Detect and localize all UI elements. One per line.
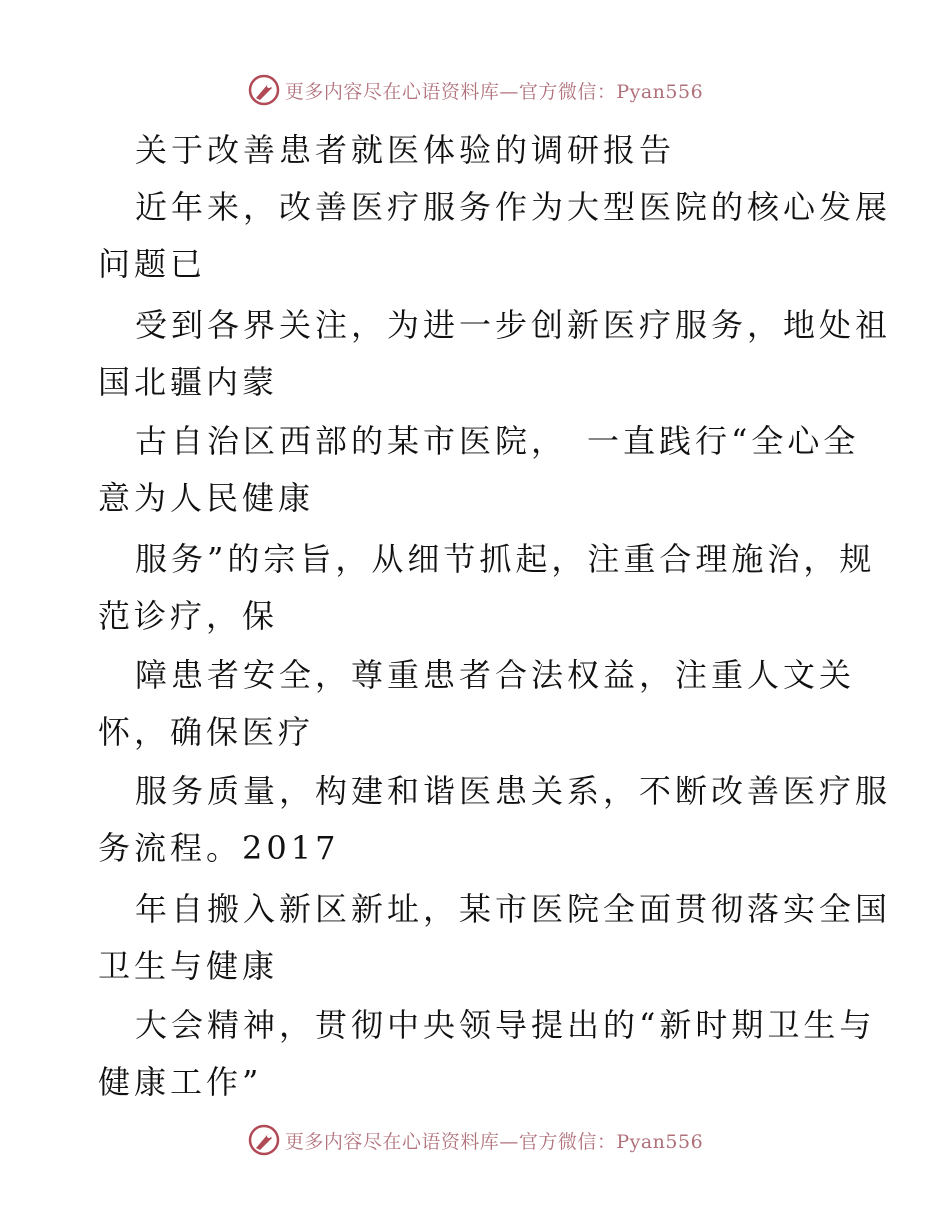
paragraph-line: 服务质量，构建和谐医患关系，不断改善医疗服 [135,772,892,810]
watermark-text: 更多内容尽在心语资料库—官方微信：Pyan556 [284,1130,704,1153]
footer-watermark [0,1120,950,1160]
paragraph-line: 问题已 [98,245,207,283]
header-watermark [0,70,950,110]
paragraph-line: 障患者安全，尊重患者合法权益，注重人文关 [135,656,856,694]
paragraph-line: 大会精神，贯彻中央领导提出的“新时期卫生与 [135,1006,876,1044]
paragraph-line: 意为人民健康 [98,479,315,517]
paragraph-line: 古自治区西部的某市医院， 一直践行“全心全 [135,422,860,460]
paragraph-line: 国北疆内蒙 [98,363,279,401]
paragraph-line: 范诊疗，保 [98,597,279,635]
fountain-pen-seal-icon [247,1123,281,1157]
paragraph-line: 务流程。2017 [98,829,340,867]
paragraph-line: 受到各界关注，为进一步创新医疗服务，地处祖 [135,306,892,344]
document-title: 关于改善患者就医体验的调研报告 [135,131,676,169]
paragraph-line: 健康工作” [98,1063,263,1101]
paragraph-line: 卫生与健康 [98,947,279,985]
watermark-text: 更多内容尽在心语资料库—官方微信：Pyan556 [284,80,704,103]
paragraph-line: 年自搬入新区新址，某市医院全面贯彻落实全国 [135,890,892,928]
paragraph-line: 近年来，改善医疗服务作为大型医院的核心发展 [135,188,892,226]
paragraph-line: 服务”的宗旨，从细节抓起，注重合理施治，规 [135,540,876,578]
paragraph-line: 怀，确保医疗 [98,713,315,751]
fountain-pen-seal-icon [247,73,281,107]
